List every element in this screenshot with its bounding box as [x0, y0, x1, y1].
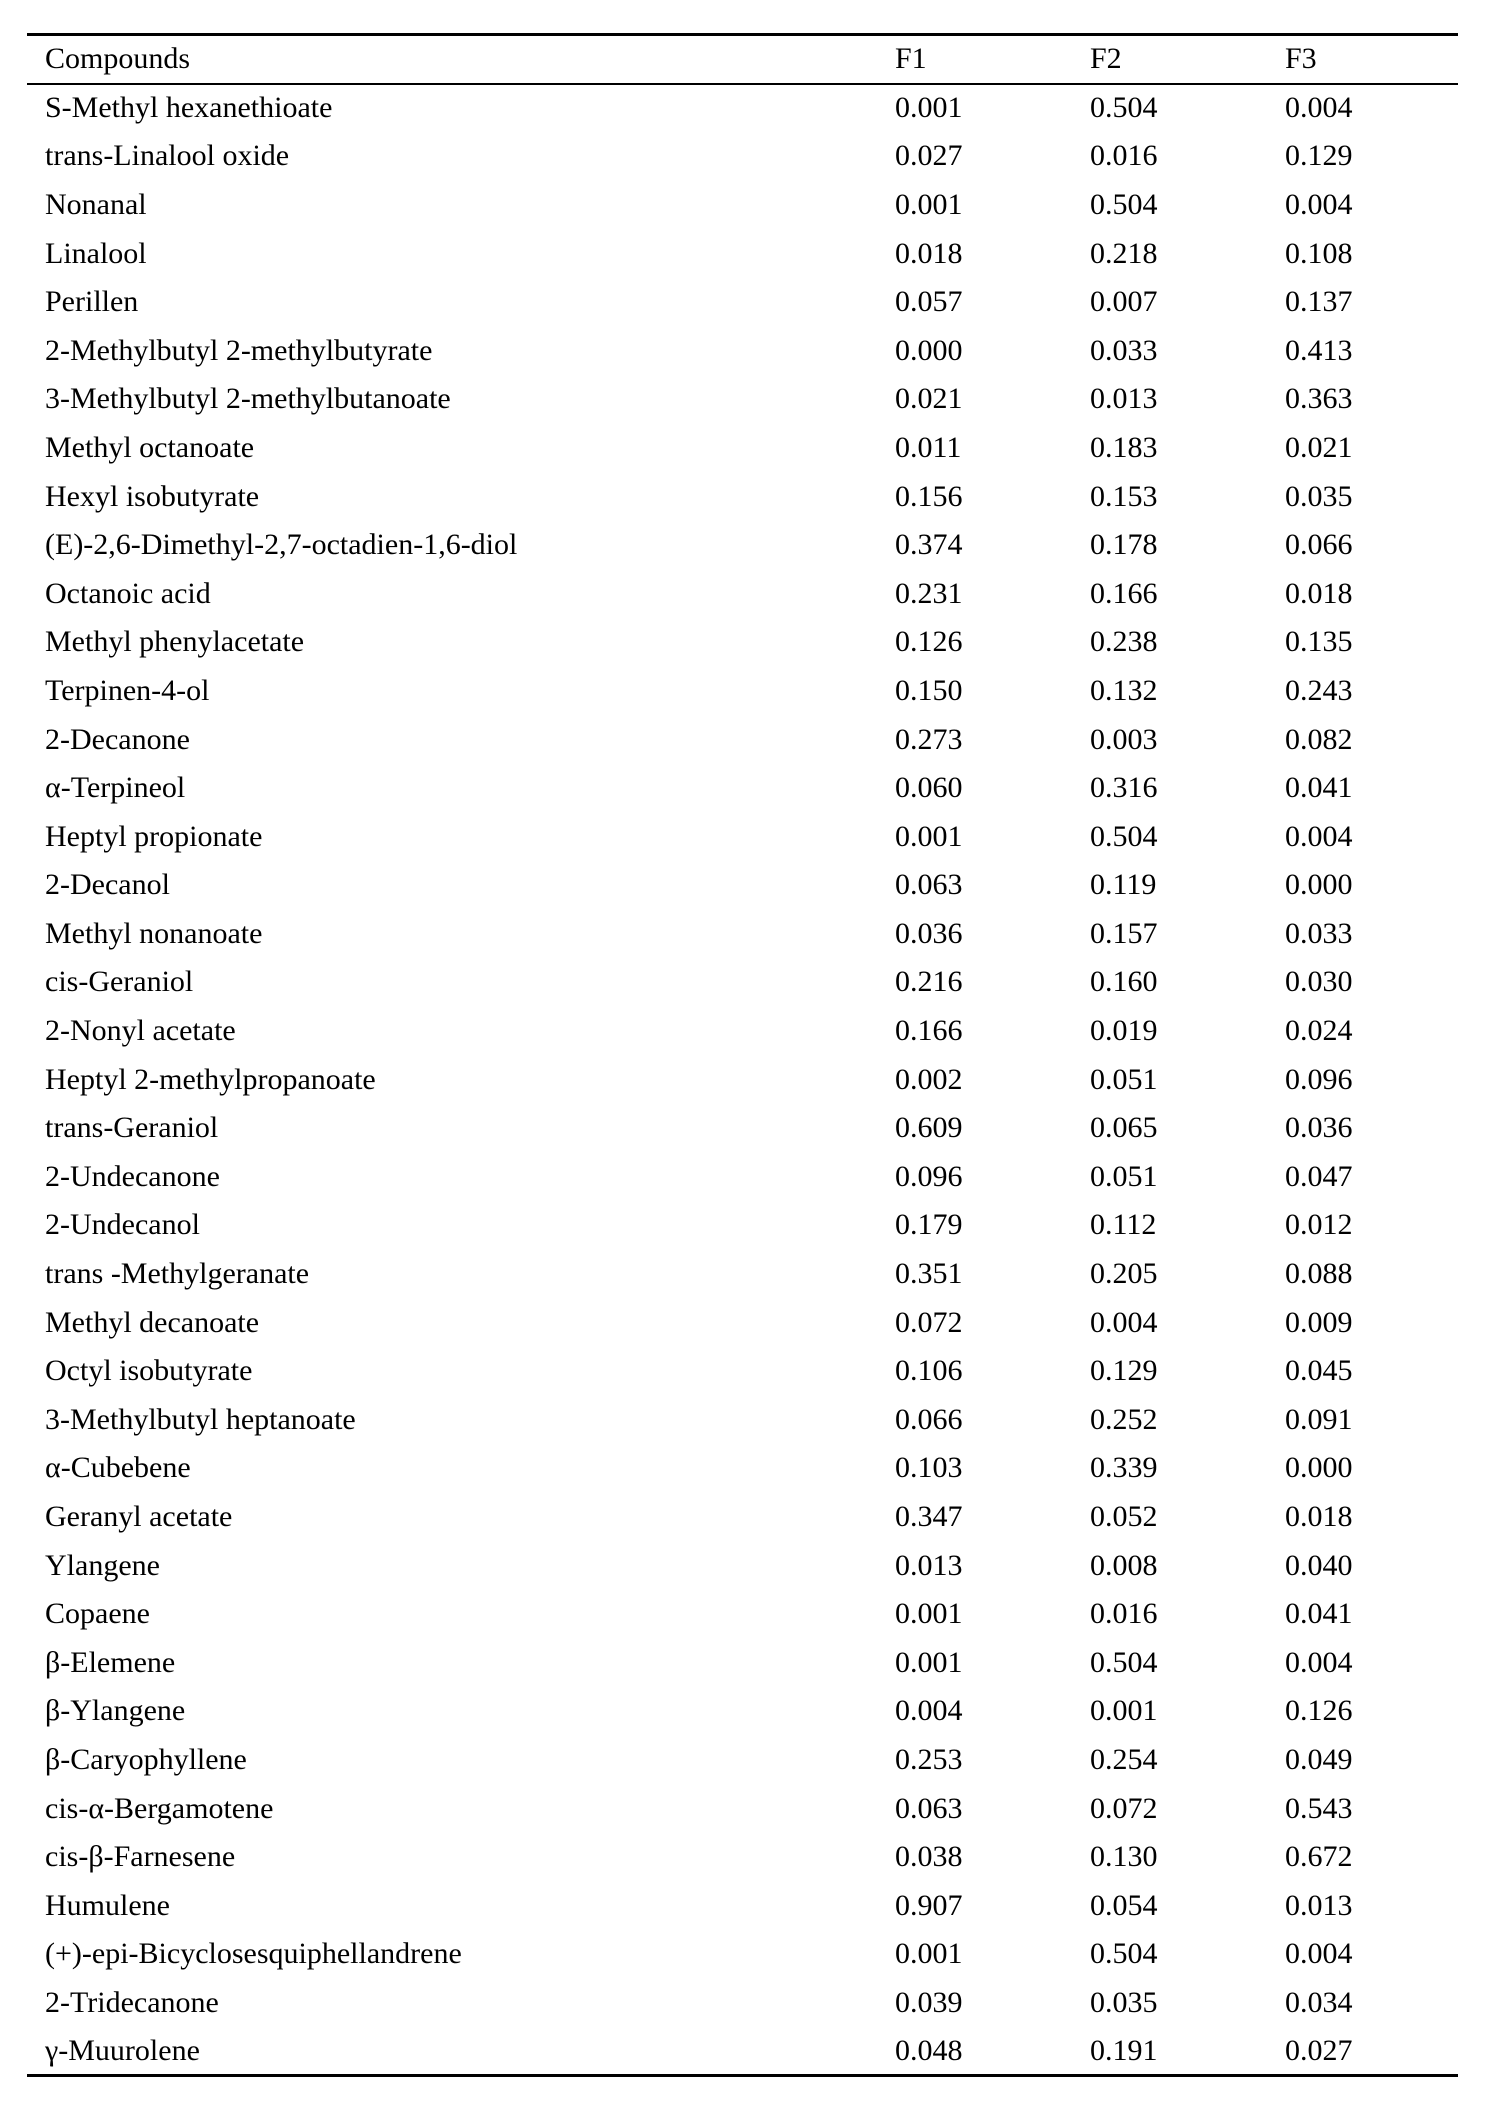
f2-value: 0.051	[1090, 1159, 1158, 1193]
f3-value: 0.004	[1285, 1645, 1353, 1679]
f3-value: 0.030	[1285, 965, 1353, 999]
f3-value: 0.040	[1285, 1548, 1353, 1582]
f3-value: 0.135	[1285, 625, 1353, 659]
compounds-table	[27, 33, 1458, 2077]
f3-value: 0.543	[1285, 1791, 1353, 1825]
f3-value: 0.000	[1285, 1451, 1353, 1485]
f1-value: 0.038	[895, 1840, 963, 1874]
compound-name: 2-Decanol	[45, 868, 170, 902]
compound-name: (+)-epi-Bicyclosesquiphellandrene	[45, 1937, 462, 1971]
f1-value: 0.027	[895, 139, 963, 173]
f1-value: 0.004	[895, 1694, 963, 1728]
compound-name: Octyl isobutyrate	[45, 1354, 253, 1388]
f3-value: 0.066	[1285, 528, 1353, 562]
f2-value: 0.205	[1090, 1257, 1158, 1291]
compound-name: 2-Undecanol	[45, 1208, 200, 1242]
compound-name: Terpinen-4-ol	[45, 673, 210, 707]
f3-value: 0.413	[1285, 333, 1353, 367]
column-header-f1: F1	[895, 42, 927, 76]
f2-value: 0.157	[1090, 916, 1158, 950]
f1-value: 0.060	[895, 771, 963, 805]
f2-value: 0.016	[1090, 139, 1158, 173]
f3-value: 0.033	[1285, 916, 1353, 950]
compound-name: 2-Undecanone	[45, 1159, 220, 1193]
table-row	[27, 618, 1458, 667]
compound-name: α-Cubebene	[45, 1451, 191, 1485]
table-row	[27, 521, 1458, 570]
compound-name: Octanoic acid	[45, 576, 211, 610]
compound-name: Ylangene	[45, 1548, 160, 1582]
f3-value: 0.088	[1285, 1257, 1353, 1291]
f1-value: 0.351	[895, 1257, 963, 1291]
f2-value: 0.339	[1090, 1451, 1158, 1485]
f2-value: 0.001	[1090, 1694, 1158, 1728]
compound-name: cis-Geraniol	[45, 965, 194, 999]
f2-value: 0.254	[1090, 1742, 1158, 1776]
f2-value: 0.065	[1090, 1111, 1158, 1145]
f2-value: 0.072	[1090, 1791, 1158, 1825]
f1-value: 0.066	[895, 1402, 963, 1436]
f3-value: 0.126	[1285, 1694, 1353, 1728]
f1-value: 0.018	[895, 236, 963, 270]
compound-name: 3-Methylbutyl 2-methylbutanoate	[45, 382, 451, 416]
compound-name: Geranyl acetate	[45, 1500, 233, 1534]
compound-name: Methyl nonanoate	[45, 916, 263, 950]
f3-value: 0.108	[1285, 236, 1353, 270]
f2-value: 0.035	[1090, 1985, 1158, 2019]
table-row	[27, 1687, 1458, 1736]
compound-name: Methyl decanoate	[45, 1305, 260, 1339]
header-row	[27, 35, 1458, 84]
f3-value: 0.000	[1285, 868, 1353, 902]
table-row	[27, 1736, 1458, 1785]
f1-value: 0.126	[895, 625, 963, 659]
f2-value: 0.004	[1090, 1305, 1158, 1339]
compound-name: Methyl octanoate	[45, 430, 255, 464]
f2-value: 0.003	[1090, 722, 1158, 756]
f1-value: 0.106	[895, 1354, 963, 1388]
compound-name: Heptyl propionate	[45, 819, 263, 853]
compound-name: 2-Methylbutyl 2-methylbutyrate	[45, 333, 433, 367]
f1-value: 0.011	[895, 430, 962, 464]
f1-value: 0.156	[895, 479, 963, 513]
f3-value: 0.004	[1285, 91, 1353, 125]
table-row	[27, 764, 1458, 813]
f2-value: 0.166	[1090, 576, 1158, 610]
table-row	[27, 1250, 1458, 1299]
f1-value: 0.039	[895, 1985, 963, 2019]
f2-value: 0.191	[1090, 2033, 1158, 2067]
f1-value: 0.057	[895, 285, 963, 319]
compound-name: trans-Geraniol	[45, 1111, 219, 1145]
f1-value: 0.001	[895, 91, 963, 125]
table-row	[27, 667, 1458, 716]
compound-name: β-Elemene	[45, 1645, 176, 1679]
f3-value: 0.012	[1285, 1208, 1353, 1242]
f1-value: 0.001	[895, 187, 963, 221]
f3-value: 0.009	[1285, 1305, 1353, 1339]
f2-value: 0.119	[1090, 868, 1157, 902]
f1-value: 0.001	[895, 819, 963, 853]
f2-value: 0.052	[1090, 1500, 1158, 1534]
f3-value: 0.004	[1285, 187, 1353, 221]
compound-name: 2-Nonyl acetate	[45, 1014, 236, 1048]
f2-value: 0.016	[1090, 1597, 1158, 1631]
f1-value: 0.216	[895, 965, 963, 999]
table-header	[27, 35, 1458, 84]
f2-value: 0.054	[1090, 1888, 1158, 1922]
table-row	[27, 1493, 1458, 1542]
compound-name: Linalool	[45, 236, 147, 270]
f1-value: 0.000	[895, 333, 963, 367]
f1-value: 0.063	[895, 1791, 963, 1825]
f2-value: 0.504	[1090, 187, 1158, 221]
table-row	[27, 181, 1458, 230]
f1-value: 0.179	[895, 1208, 963, 1242]
table-row	[27, 424, 1458, 473]
f2-value: 0.504	[1090, 1937, 1158, 1971]
table-row	[27, 569, 1458, 618]
f2-value: 0.504	[1090, 819, 1158, 853]
column-header-f2: F2	[1090, 42, 1122, 76]
f1-value: 0.231	[895, 576, 963, 610]
table-row	[27, 1055, 1458, 1104]
table-row	[27, 1784, 1458, 1833]
f3-value: 0.091	[1285, 1402, 1353, 1436]
table-row	[27, 910, 1458, 959]
f3-value: 0.137	[1285, 285, 1353, 319]
f3-value: 0.018	[1285, 576, 1353, 610]
compound-name: 2-Tridecanone	[45, 1985, 219, 2019]
f2-value: 0.008	[1090, 1548, 1158, 1582]
table-row	[27, 1541, 1458, 1590]
compound-name: α-Terpineol	[45, 771, 186, 805]
f2-value: 0.132	[1090, 673, 1158, 707]
f1-value: 0.150	[895, 673, 963, 707]
table-row	[27, 2027, 1458, 2076]
table-row	[27, 1979, 1458, 2028]
f1-value: 0.103	[895, 1451, 963, 1485]
table-row	[27, 861, 1458, 910]
f3-value: 0.672	[1285, 1840, 1353, 1874]
f1-value: 0.001	[895, 1645, 963, 1679]
compound-name: trans -Methylgeranate	[45, 1257, 310, 1291]
f3-value: 0.363	[1285, 382, 1353, 416]
f1-value: 0.253	[895, 1742, 963, 1776]
table-row	[27, 132, 1458, 181]
f3-value: 0.045	[1285, 1354, 1353, 1388]
column-header-f3: F3	[1285, 42, 1317, 76]
f1-value: 0.907	[895, 1888, 963, 1922]
compound-name: β-Caryophyllene	[45, 1742, 247, 1776]
f2-value: 0.112	[1090, 1208, 1157, 1242]
f3-value: 0.024	[1285, 1014, 1353, 1048]
compound-name: 2-Decanone	[45, 722, 190, 756]
f2-value: 0.504	[1090, 1645, 1158, 1679]
table-row	[27, 1881, 1458, 1930]
f2-value: 0.130	[1090, 1840, 1158, 1874]
table-row	[27, 1298, 1458, 1347]
f1-value: 0.021	[895, 382, 963, 416]
compound-name: Hexyl isobutyrate	[45, 479, 260, 513]
table-row	[27, 229, 1458, 278]
f3-value: 0.096	[1285, 1062, 1353, 1096]
f1-value: 0.347	[895, 1500, 963, 1534]
table-body	[27, 84, 1458, 2076]
compound-name: Humulene	[45, 1888, 170, 1922]
table-row	[27, 1396, 1458, 1445]
table-row	[27, 1833, 1458, 1882]
table-row	[27, 326, 1458, 375]
f3-value: 0.018	[1285, 1500, 1353, 1534]
f2-value: 0.019	[1090, 1014, 1158, 1048]
f3-value: 0.027	[1285, 2033, 1353, 2067]
f2-value: 0.218	[1090, 236, 1158, 270]
table-row	[27, 1347, 1458, 1396]
f2-value: 0.183	[1090, 430, 1158, 464]
f3-value: 0.082	[1285, 722, 1353, 756]
table-row	[27, 84, 1458, 133]
f2-value: 0.238	[1090, 625, 1158, 659]
f3-value: 0.041	[1285, 771, 1353, 805]
f1-value: 0.036	[895, 916, 963, 950]
table-row	[27, 472, 1458, 521]
f3-value: 0.047	[1285, 1159, 1353, 1193]
compound-name: trans-Linalool oxide	[45, 139, 290, 173]
table-row	[27, 812, 1458, 861]
table-row	[27, 1590, 1458, 1639]
f2-value: 0.013	[1090, 382, 1158, 416]
compound-name: 3-Methylbutyl heptanoate	[45, 1402, 356, 1436]
f3-value: 0.041	[1285, 1597, 1353, 1631]
f1-value: 0.048	[895, 2033, 963, 2067]
table-row	[27, 278, 1458, 327]
f2-value: 0.160	[1090, 965, 1158, 999]
f2-value: 0.033	[1090, 333, 1158, 367]
f1-value: 0.166	[895, 1014, 963, 1048]
f2-value: 0.007	[1090, 285, 1158, 319]
f3-value: 0.129	[1285, 139, 1353, 173]
table-row	[27, 375, 1458, 424]
f3-value: 0.035	[1285, 479, 1353, 513]
f1-value: 0.072	[895, 1305, 963, 1339]
f1-value: 0.013	[895, 1548, 963, 1582]
compound-name: (E)-2,6-Dimethyl-2,7-octadien-1,6-diol	[45, 528, 518, 562]
table-row	[27, 1153, 1458, 1202]
compound-name: Nonanal	[45, 187, 147, 221]
compound-name: γ-Muurolene	[45, 2033, 200, 2067]
f3-value: 0.036	[1285, 1111, 1353, 1145]
compound-name: cis-β-Farnesene	[45, 1840, 236, 1874]
f1-value: 0.001	[895, 1937, 963, 1971]
f3-value: 0.013	[1285, 1888, 1353, 1922]
compound-name: β-Ylangene	[45, 1694, 186, 1728]
f3-value: 0.004	[1285, 1937, 1353, 1971]
f1-value: 0.001	[895, 1597, 963, 1631]
compound-name: Methyl phenylacetate	[45, 625, 305, 659]
f3-value: 0.021	[1285, 430, 1353, 464]
table-row	[27, 1639, 1458, 1688]
f3-value: 0.034	[1285, 1985, 1353, 2019]
table-row	[27, 958, 1458, 1007]
f2-value: 0.316	[1090, 771, 1158, 805]
compound-name: Perillen	[45, 285, 139, 319]
f2-value: 0.129	[1090, 1354, 1158, 1388]
table-row	[27, 715, 1458, 764]
f1-value: 0.273	[895, 722, 963, 756]
table-row	[27, 1201, 1458, 1250]
column-header-compounds: Compounds	[45, 42, 191, 76]
f2-value: 0.178	[1090, 528, 1158, 562]
f2-value: 0.051	[1090, 1062, 1158, 1096]
compound-name: Heptyl 2-methylpropanoate	[45, 1062, 376, 1096]
f1-value: 0.609	[895, 1111, 963, 1145]
table-row	[27, 1930, 1458, 1979]
f3-value: 0.049	[1285, 1742, 1353, 1776]
f3-value: 0.004	[1285, 819, 1353, 853]
compound-name: cis-α-Bergamotene	[45, 1791, 274, 1825]
table-row	[27, 1104, 1458, 1153]
f3-value: 0.243	[1285, 673, 1353, 707]
table-row	[27, 1444, 1458, 1493]
f1-value: 0.096	[895, 1159, 963, 1193]
compound-name: Copaene	[45, 1597, 150, 1631]
f2-value: 0.252	[1090, 1402, 1158, 1436]
f2-value: 0.153	[1090, 479, 1158, 513]
f1-value: 0.374	[895, 528, 963, 562]
f2-value: 0.504	[1090, 91, 1158, 125]
compound-name: S-Methyl hexanethioate	[45, 91, 333, 125]
f1-value: 0.063	[895, 868, 963, 902]
f1-value: 0.002	[895, 1062, 963, 1096]
table-row	[27, 1007, 1458, 1056]
